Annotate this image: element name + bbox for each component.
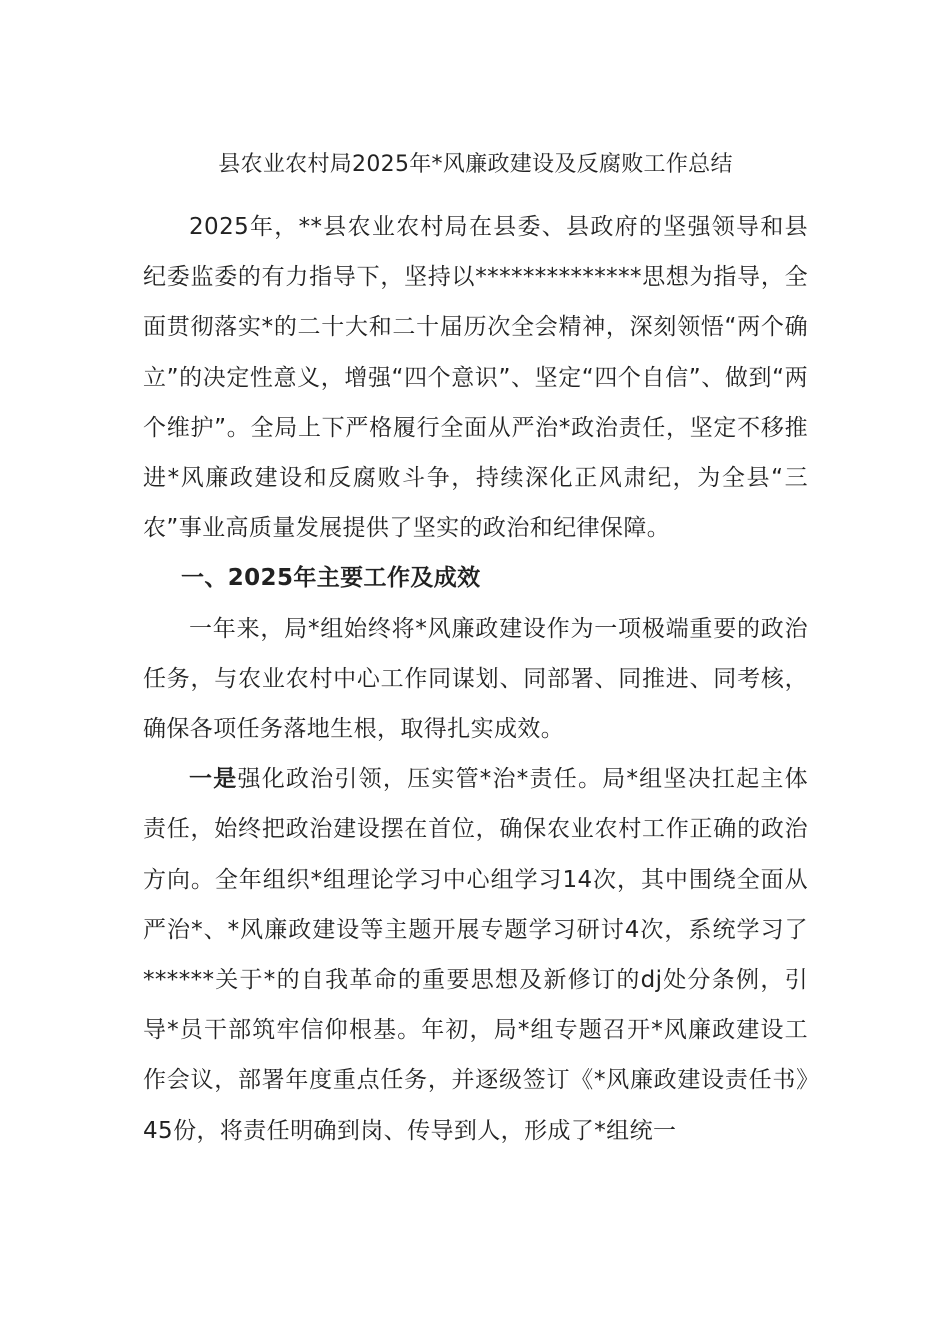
section-paragraph: 一年来，局*组始终将*风廉政建设作为一项极端重要的政治任务，与农业农村中心工作同谋划、同部署、同推进、同考核，确保各项任务落地生根，取得扎实成效。 xyxy=(143,615,808,743)
point-lead: 一是 xyxy=(189,766,238,793)
intro-paragraph: 2025年，**县农业农村局在县委、县政府的坚强领导和县纪委监委的有力指导下，坚持以**************思想为指导，全面贯彻落实*的二十大和二十届历次全会精神，深刻领悟“两个确立”的决定性意义，增强“四个意识”、坚定“四个自信”、做到“两个维护”。全局上下严格履行全面从严治*政治责任，坚定不移推进*风廉政建设和反腐败斗争，持续深化正风肃纪，为全县“三农”事业高质量发展提供了坚实的政治和纪律保障。 xyxy=(143,214,808,542)
document-title: 县农业农村局2025年*风廉政建设及反腐败工作总结 xyxy=(218,152,733,177)
section-heading: 一、2025年主要工作及成效 xyxy=(180,565,481,592)
point-paragraph xyxy=(143,754,808,1156)
point-text: 强化政治引领，压实管*治*责任。局*组坚决扛起主体责任，始终把政治建设摆在首位，确保农业农村工作正确的政治方向。全年组织*组理论学习中心组学习14次，其中围绕全面从严治*、*风廉政建设等主题开展专题学习研讨4次，系统学习了******关于*的自我革命的重要思想及新修订的dj处分条例，引导*员干部筑牢信仰根基。年初，局*组专题召开*风廉政建设工作会议，部署年度重点任务，并逐级签订《*风廉政建设责任书》45份，将责任明确到岗、传导到人，形成了*组统一 xyxy=(143,766,808,1144)
document-body xyxy=(143,202,808,1156)
